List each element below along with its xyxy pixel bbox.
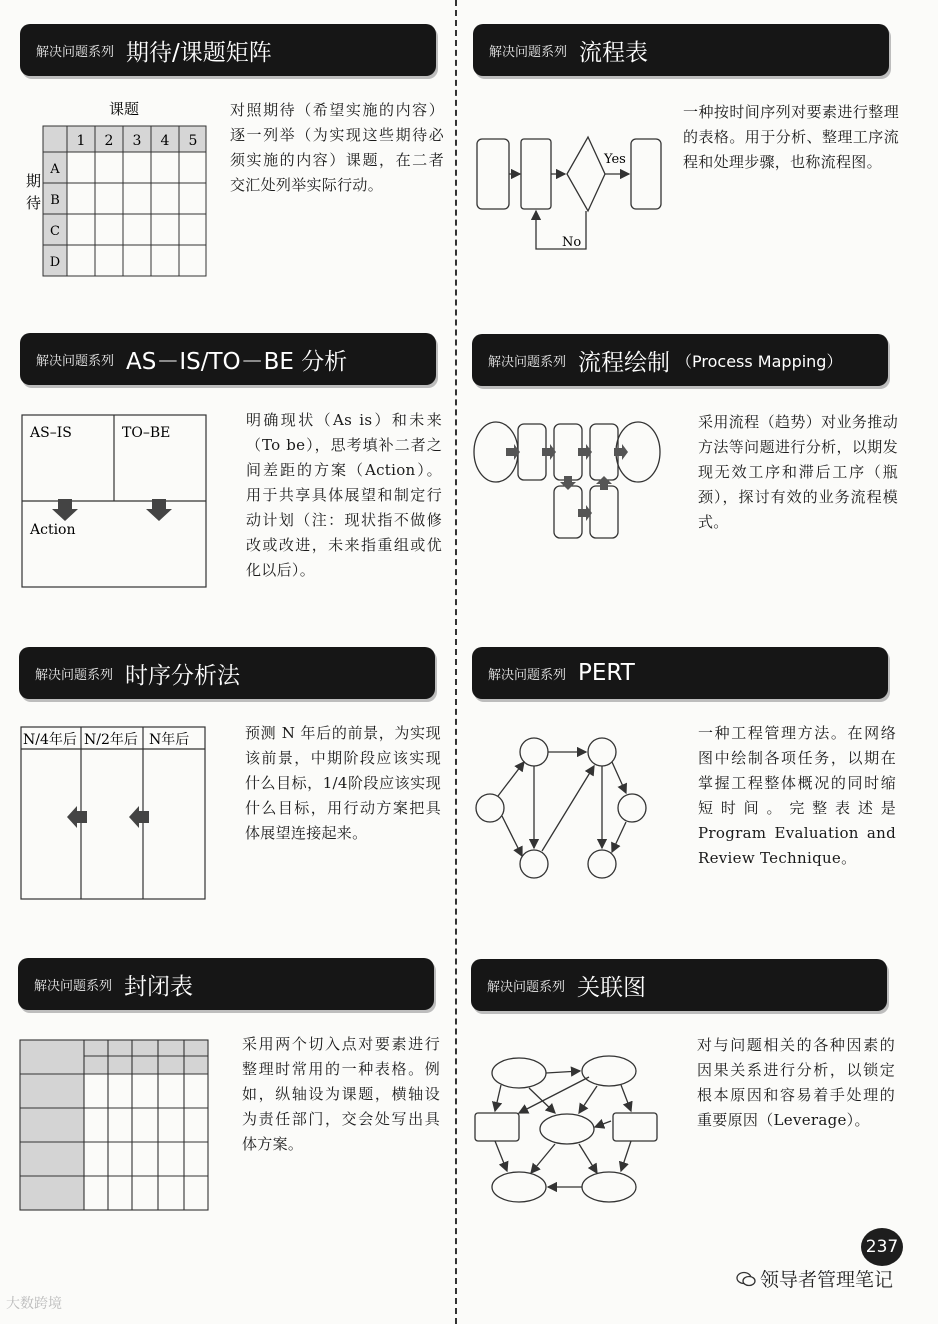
matrix-col-4: 4	[160, 133, 170, 149]
matrix-row-d: D	[49, 255, 61, 270]
time-col-1: N/4年后	[23, 732, 77, 748]
time-series-diagram	[19, 725, 209, 903]
section-description: 采用两个切入点对要素进行整理时常用的一种表格。例如，纵轴设为课题，横轴设为责任部门，交会处写出具体方案。	[242, 1035, 440, 1153]
watermark-right	[736, 1265, 893, 1292]
section-header	[471, 959, 887, 1011]
relation-diagram	[471, 1051, 671, 1211]
section-title: 期待/课题矩阵	[126, 39, 272, 66]
matrix-row-c: C	[50, 224, 60, 239]
section-title: 流程表	[579, 39, 649, 66]
section-description: 一种工程管理方法。在网络图中绘制各项任务，以期在掌握工程整体概况的同时缩短时间。完整表述是 Program Evaluation and Review Technique。	[698, 724, 896, 867]
matrix-side-label-2: 待	[26, 194, 42, 212]
matrix-col-2: 2	[104, 133, 114, 149]
watermark-right-text: 领导者管理笔记	[760, 1269, 894, 1291]
matrix-col-3: 3	[132, 133, 142, 149]
series-label: 解决问题系列	[487, 979, 566, 995]
section-title: 封闭表	[124, 973, 194, 1000]
section-closed-table	[18, 958, 438, 1258]
page-number: 237	[861, 1228, 903, 1266]
asis-tobe-diagram	[20, 413, 210, 591]
section-header	[472, 647, 888, 699]
series-label: 解决问题系列	[36, 353, 115, 369]
section-expectation-matrix	[20, 24, 444, 324]
as-is-label: AS–IS	[30, 425, 72, 441]
flowchart-diagram	[473, 129, 673, 259]
section-title: PERT	[578, 660, 635, 686]
section-title: 关联图	[577, 974, 647, 1001]
matrix-col-5: 5	[188, 133, 198, 149]
action-label: Action	[30, 522, 76, 538]
series-label: 解决问题系列	[489, 44, 568, 60]
section-description: 预测 N 年后的前景，为实现该前景，中期阶段应该实现什么目标，1/4阶段应该实现什么目标，用行动方案把具体展望连接起来。	[245, 724, 441, 842]
section-process-mapping	[472, 334, 898, 634]
section-header	[473, 24, 889, 76]
time-col-3: N年后	[149, 732, 190, 748]
to-be-label: TO–BE	[122, 425, 171, 441]
matrix-col-1: 1	[76, 133, 86, 149]
series-label: 解决问题系列	[36, 44, 115, 60]
section-pert	[472, 647, 896, 947]
column-divider	[455, 0, 457, 1324]
pert-diagram	[472, 732, 672, 882]
section-description: 对照期待（希望实施的内容）逐一列举（为实现这些期待必须实施的内容）课题，在二者交汇处列举实际行动。	[230, 101, 444, 194]
section-header	[20, 24, 436, 76]
series-label: 解决问题系列	[488, 667, 567, 683]
section-relation-diagram	[471, 959, 895, 1259]
section-description: 对与问题相关的各种因素的因果关系进行分析，以锁定根本原因和容易着手处理的重要原因（Leverage）。	[697, 1036, 895, 1129]
closed-table-diagram	[18, 1038, 212, 1212]
series-label: 解决问题系列	[35, 667, 114, 683]
matrix-row-b: B	[50, 193, 60, 208]
section-title: 时序分析法	[125, 662, 241, 689]
section-asis-tobe	[20, 333, 440, 633]
series-label: 解决问题系列	[34, 978, 113, 994]
section-subtitle: （Process Mapping）	[676, 351, 843, 371]
wechat-icon	[736, 1271, 756, 1287]
section-time-series	[19, 647, 439, 947]
time-col-2: N/2年后	[84, 732, 138, 748]
section-title: 流程绘制	[578, 349, 671, 376]
process-mapping-diagram	[472, 414, 672, 544]
section-header	[18, 958, 434, 1010]
section-description: 采用流程（趋势）对业务推动方法等问题进行分析，以期发现无效工序和滞后工序（瓶颈），探讨有效的业务流程模式。	[698, 413, 898, 531]
matrix-top-label: 课题	[108, 100, 140, 118]
section-header	[20, 333, 436, 385]
series-label: 解决问题系列	[488, 354, 567, 370]
watermark-left: 大数跨境	[6, 1296, 62, 1312]
section-description: 明确现状（As is）和未来（To be），思考填补二者之间差距的方案（Action）。用于共享具体展望和制定行动计划（注：现状指不做修改或改进，未来指重组或优化以后）。	[246, 411, 442, 579]
flowchart-yes-label: Yes	[604, 152, 626, 167]
matrix-side-label-1: 期	[26, 172, 42, 190]
section-header	[472, 334, 888, 386]
section-title: AS－IS/TO－BE 分析	[126, 348, 348, 375]
matrix-row-a: A	[50, 162, 60, 177]
flowchart-no-label: No	[562, 235, 582, 250]
section-description: 一种按时间序列对要素进行整理的表格。用于分析、整理工序流程和处理步骤，也称流程图。	[683, 103, 899, 171]
section-flowchart	[473, 24, 899, 324]
section-header	[19, 647, 435, 699]
matrix-diagram	[20, 94, 220, 284]
